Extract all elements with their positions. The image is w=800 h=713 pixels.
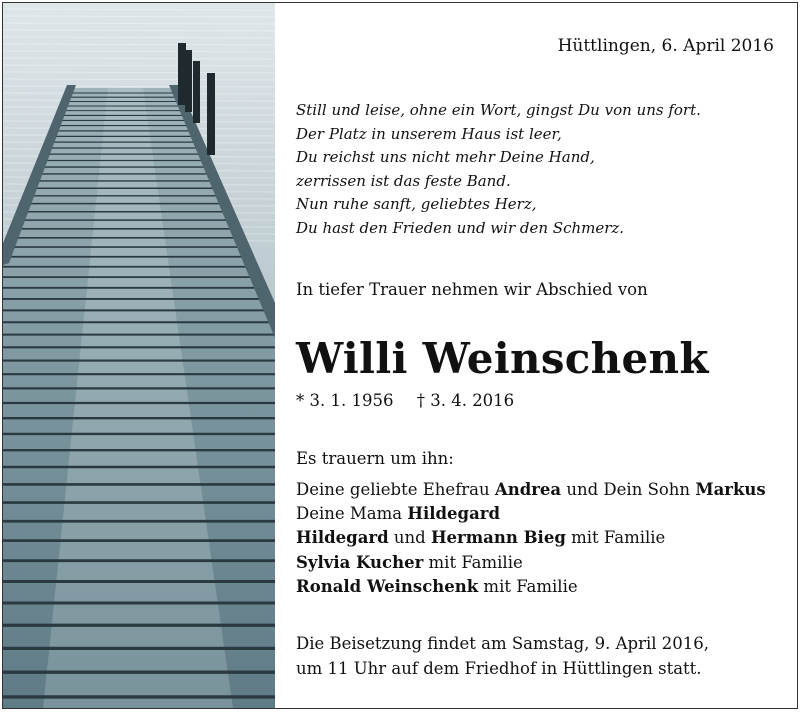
mourner-text: Deine Mama [296, 504, 408, 524]
mourner-line [296, 478, 766, 502]
funeral-line: Die Beisetzung findet am Samstag, 9. April 2016, [296, 634, 710, 653]
mourners-list [296, 478, 766, 599]
mourner-line [296, 502, 766, 526]
mourner-name: Sylvia Kucher [296, 552, 424, 572]
mourner-text: und Dein Sohn [561, 480, 696, 499]
life-dates [296, 391, 532, 410]
funeral-line: um 11 Uhr auf dem Friedhof in Hüttlingen statt. [296, 658, 702, 678]
mourner-text: mit Familie [423, 552, 523, 572]
mourner-name: Ronald Weinschenk [296, 576, 479, 596]
mourner-name: Andrea [494, 480, 562, 499]
pier-photo [3, 3, 275, 708]
mourner-text: Deine geliebte Ehefrau [296, 480, 495, 499]
poem-line: Nun ruhe sanft, geliebtes Herz, [296, 195, 537, 214]
mourner-line [296, 575, 766, 599]
mourner-name: Hildegard [407, 504, 500, 524]
pier-image [3, 3, 275, 708]
death-date: † 3. 4. 2016 [416, 391, 515, 410]
obituary-card [2, 2, 798, 709]
poem-line: Der Platz in unserem Haus ist leer, [296, 124, 562, 143]
funeral-notice [296, 632, 709, 681]
farewell-intro: In tiefer Trauer nehmen wir Abschied von [296, 280, 648, 299]
mourner-text: mit Familie [565, 528, 666, 548]
mourners-heading: Es trauern um ihn: [296, 449, 454, 468]
poem-line: zerrissen ist das feste Band. [296, 171, 511, 190]
mourner-line [296, 526, 766, 550]
mourner-line [296, 551, 766, 575]
poem [296, 99, 701, 241]
poem-line: Du hast den Frieden und wir den Schmerz. [296, 218, 625, 237]
mourner-name: Hermann Bieg [430, 528, 566, 548]
deceased-name: Willi Weinschenk [296, 334, 709, 383]
place-date: Hüttlingen, 6. April 2016 [557, 36, 774, 56]
mourner-text: und [388, 528, 431, 548]
poem-line: Still und leise, ohne ein Wort, gingst Du von uns fort. [296, 101, 701, 119]
birth-date: * 3. 1. 1956 [296, 391, 394, 410]
mourner-text: mit Familie [478, 576, 578, 596]
mourner-name: Hildegard [296, 528, 389, 548]
poem-line: Du reichst uns nicht mehr Deine Hand, [296, 148, 595, 167]
mourner-name: Markus [695, 480, 766, 499]
